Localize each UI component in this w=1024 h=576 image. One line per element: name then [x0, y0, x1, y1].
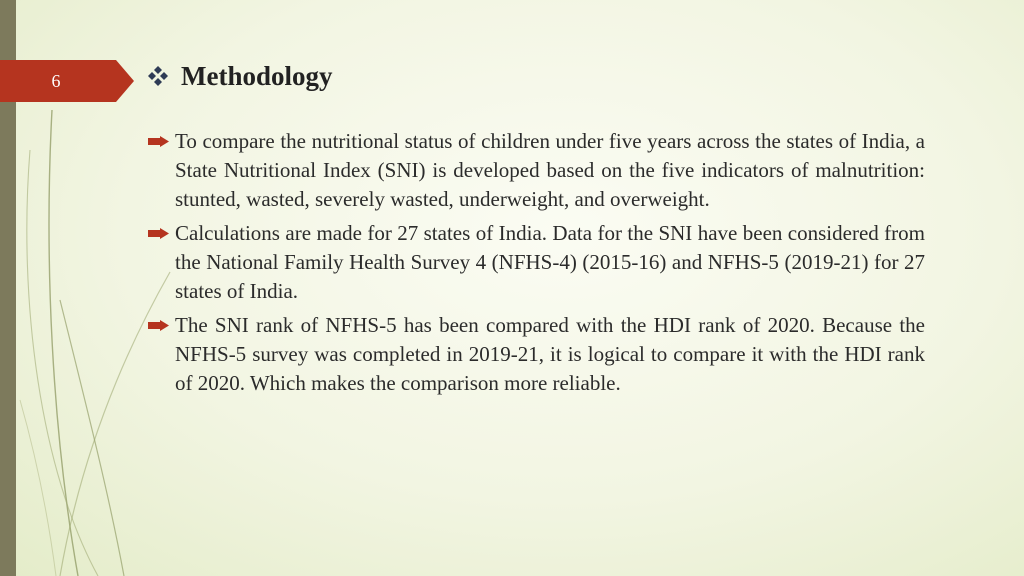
- bullet-item: [148, 311, 925, 398]
- title-row: [147, 56, 333, 96]
- bullet-item: [148, 127, 925, 214]
- arrow-bullet-icon: [148, 320, 169, 331]
- bullet-item: [148, 219, 925, 306]
- slide-number: 6: [51, 70, 61, 91]
- arrow-bullet-icon: [148, 136, 169, 147]
- bullet-text: To compare the nutritional status of children under five years across the states of India, a State Nutritional Index (SNI) is developed based on the five indicators of malnutrition: stunted, wasted, severely wasted, underweight, and overweight.: [175, 129, 925, 211]
- diamond-bullet-icon: [147, 65, 169, 87]
- bullet-text: The SNI rank of NFHS-5 has been compared with the HDI rank of 2020. Because the NFHS-5 survey was completed in 2019-21, it is logical to compare it with the HDI rank of 2020. Which makes the comparison more reliable.: [175, 313, 925, 395]
- slide-title: Methodology: [181, 60, 333, 91]
- bullet-list: [148, 127, 925, 403]
- bullet-text: Calculations are made for 27 states of India. Data for the SNI have been considered from the National Family Health Survey 4 (NFHS-4) (2015-16) and NFHS-5 (2019-21) for 27 states of India.: [175, 221, 925, 303]
- arrow-bullet-icon: [148, 228, 169, 239]
